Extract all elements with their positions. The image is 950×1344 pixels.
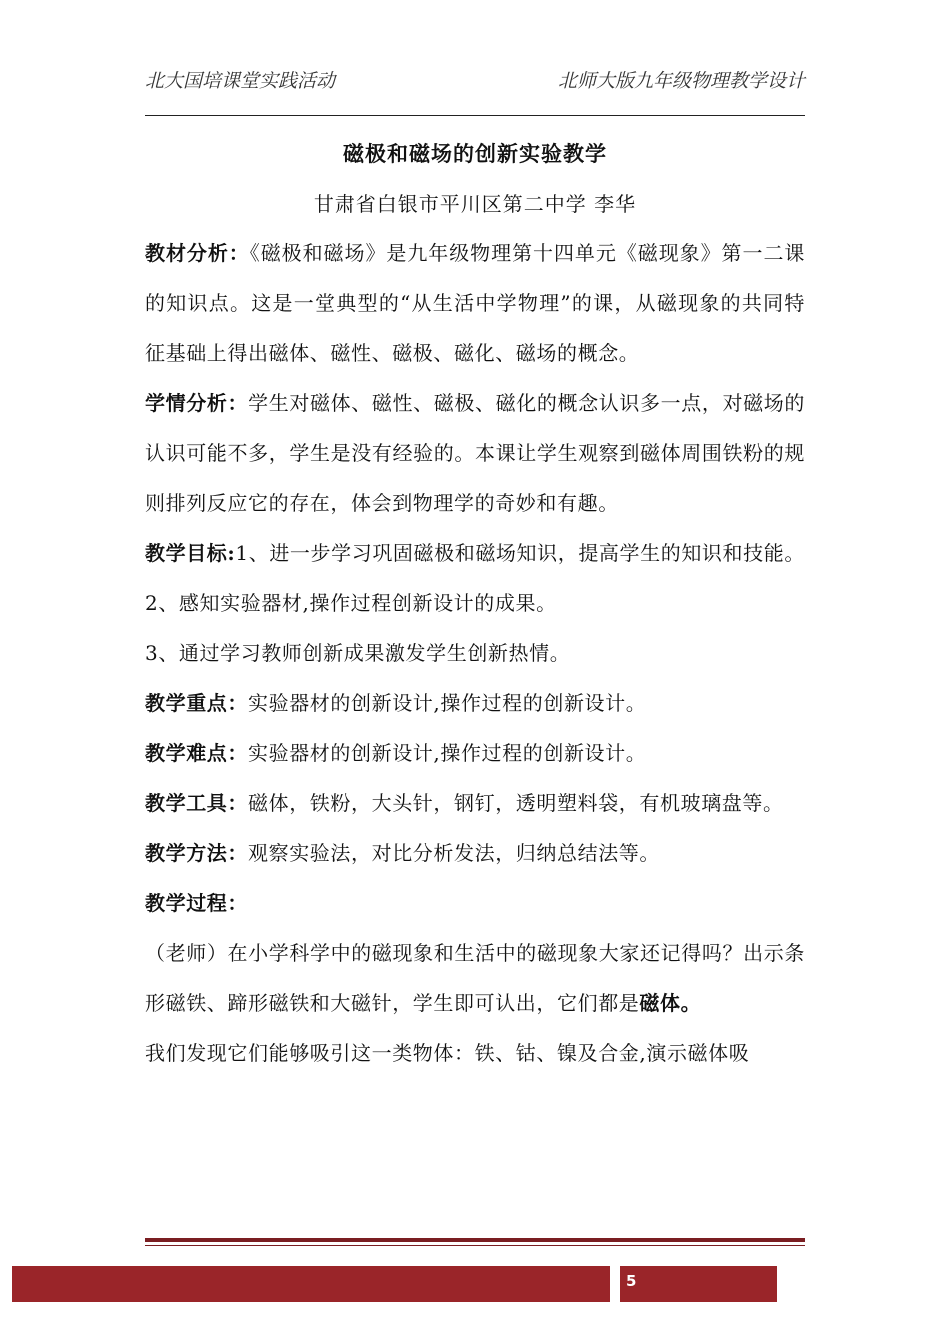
text-goals: 1、进一步学习巩固磁极和磁场知识，提高学生的知识和技能。 xyxy=(235,541,805,565)
header-right-text: 北师大版九年级物理教学设计 xyxy=(557,70,805,92)
paragraph-goal2: 2、感知实验器材,操作过程创新设计的成果。 xyxy=(145,591,557,615)
paragraph-process-heading xyxy=(145,878,805,928)
text-process-1: （老师）在小学科学中的磁现象和生活中的磁现象大家还记得吗？出示条形磁铁、蹄形磁铁和大磁针，学生即可认出，它们都是 xyxy=(145,941,805,1015)
paragraph-focus xyxy=(145,678,805,728)
page-header xyxy=(145,62,805,94)
paragraph-goals xyxy=(145,528,805,578)
paragraph-process-1 xyxy=(145,928,805,1028)
label-difficulty: 教学难点： xyxy=(145,741,248,765)
text-methods: 观察实验法，对比分析发法，归纳总结法等。 xyxy=(248,841,660,865)
label-students: 学情分析： xyxy=(145,391,249,415)
paragraph-methods xyxy=(145,828,805,878)
footer-divider-thin xyxy=(145,1245,805,1246)
label-focus: 教学重点： xyxy=(145,691,248,715)
page-number: 5 xyxy=(626,1272,637,1290)
paragraph-goal3: 3、通过学习教师创新成果激发学生创新热情。 xyxy=(145,641,571,665)
text-difficulty: 实验器材的创新设计,操作过程的创新设计。 xyxy=(248,741,647,765)
paragraph-process-2: 我们发现它们能够吸引这一类物体：铁、钴、镍及合金,演示磁体吸 xyxy=(145,1041,750,1065)
label-process: 教学过程： xyxy=(145,891,248,915)
label-methods: 教学方法： xyxy=(145,841,248,865)
header-divider xyxy=(145,115,805,116)
paragraph-students xyxy=(145,378,805,528)
document-title: 磁极和磁场的创新实验教学 xyxy=(343,141,607,166)
footer-gap xyxy=(610,1266,620,1302)
page-number-box xyxy=(620,1266,777,1302)
label-tools: 教学工具： xyxy=(145,791,248,815)
footer-bar xyxy=(12,1266,610,1302)
footer-divider-thick xyxy=(145,1238,805,1242)
paragraph-difficulty xyxy=(145,728,805,778)
paragraph-analysis xyxy=(145,228,805,378)
label-goals: 教学目标: xyxy=(145,541,236,565)
header-left-text: 北大国培课堂实践活动 xyxy=(145,70,336,92)
text-tools: 磁体，铁粉，大头针，钢钉，透明塑料袋，有机玻璃盘等。 xyxy=(248,791,784,815)
text-analysis: 《磁极和磁场》是九年级物理第十四单元《磁现象》第一二课的知识点。这是一堂典型的“从生活中学物理”的课，从磁现象的共同特征基础上得出磁体、磁性、磁极、磁化、磁场的概念。 xyxy=(145,241,806,365)
document-body xyxy=(145,228,805,1078)
text-focus: 实验器材的创新设计,操作过程的创新设计。 xyxy=(248,691,647,715)
paragraph-tools xyxy=(145,778,805,828)
text-process-1-bold: 磁体。 xyxy=(639,991,702,1015)
label-analysis: 教材分析： xyxy=(145,241,250,265)
text-students: 学生对磁体、磁性、磁极、磁化的概念认识多一点，对磁场的认识可能不多，学生是没有经验的。本课让学生观察到磁体周围铁粉的规则排列反应它的存在，体会到物理学的奇妙和有趣。 xyxy=(145,391,806,515)
document-author: 甘肃省白银市平川区第二中学 李华 xyxy=(313,192,637,216)
